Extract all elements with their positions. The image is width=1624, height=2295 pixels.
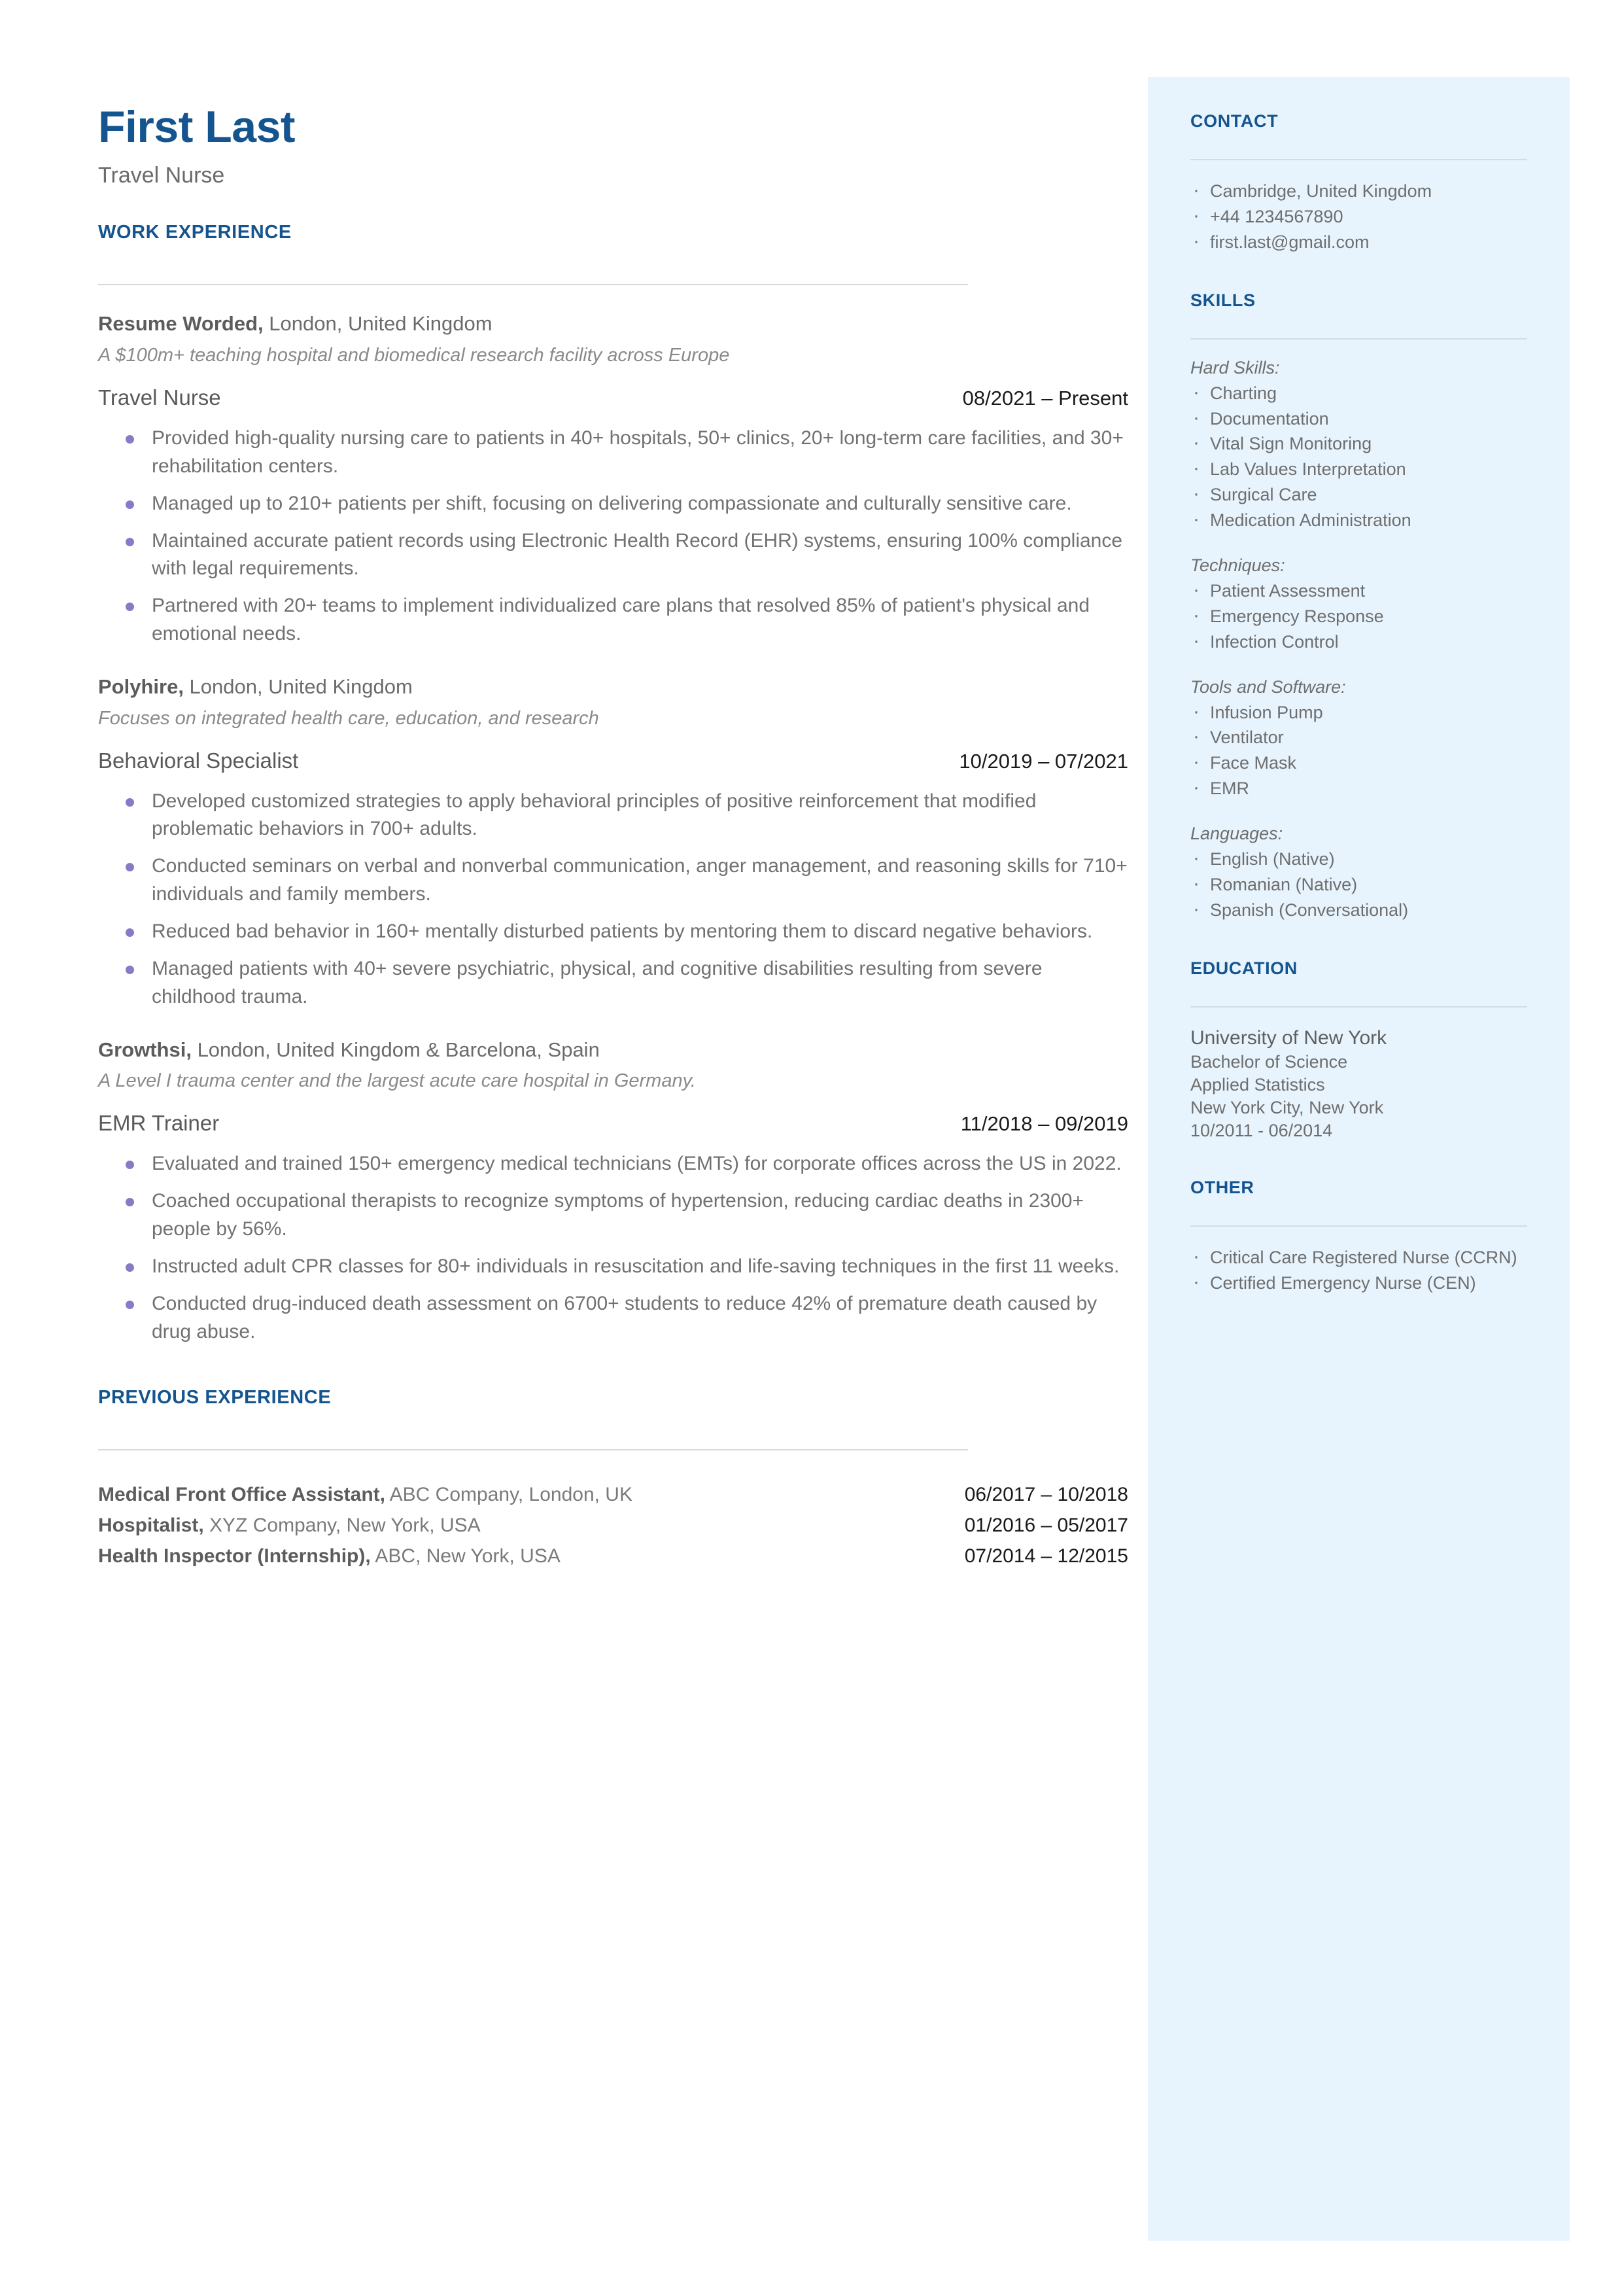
company-name: Growthsi, — [98, 1038, 192, 1061]
company-description: Focuses on integrated health care, education, and research — [98, 707, 599, 729]
education-degree: Bachelor of Science — [1190, 1052, 1348, 1072]
skill-item: · Face Mask — [1190, 750, 1527, 776]
previous-experience-title: Health Inspector (Internship), ABC, New York, USA — [98, 1545, 561, 1568]
job-dates: 08/2021 – Present — [962, 386, 1128, 410]
skill-group-label: Hard Skills: — [1190, 357, 1280, 377]
bullet-item: Coached occupational therapists to recognize symptoms of hypertension, reducing cardiac deaths in 2300+ people by 56%. — [98, 1187, 1128, 1244]
previous-experience-dates: 07/2014 – 12/2015 — [964, 1545, 1128, 1568]
bullet-item: Evaluated and trained 150+ emergency medical technicians (EMTs) for corporate offices across the US in 2022. — [98, 1150, 1128, 1178]
contact-heading: CONTACT — [1190, 111, 1279, 131]
bullet-item: Conducted drug-induced death assessment on 6700+ students to reduce 42% of premature death caused by drug abuse. — [98, 1290, 1128, 1346]
company-location: London, United Kingdom & Barcelona, Spain — [191, 1038, 600, 1061]
skill-group-label: Techniques: — [1190, 555, 1285, 575]
company-location: London, United Kingdom — [183, 675, 413, 699]
main-column — [98, 102, 1128, 1572]
other-list — [1190, 1245, 1527, 1296]
skill-item: · Emergency Response — [1190, 604, 1527, 629]
role-row — [98, 748, 1128, 773]
skill-item: · Surgical Care — [1190, 482, 1527, 508]
previous-experience-dates: 01/2016 – 05/2017 — [964, 1514, 1128, 1536]
education-heading: EDUCATION — [1190, 958, 1298, 978]
role-row — [98, 385, 1128, 410]
experience-company — [98, 311, 1128, 337]
contact-item: · +44 1234567890 — [1190, 204, 1527, 230]
job-dates: 10/2019 – 07/2021 — [959, 749, 1128, 773]
bullet-item: Maintained accurate patient records using Electronic Health Record (EHR) systems, ensuring 100% compliance with legal requirements. — [98, 527, 1128, 584]
spacer — [1190, 533, 1527, 555]
skill-item: · Documentation — [1190, 406, 1527, 432]
company-name: Resume Worded, — [98, 312, 264, 336]
skills-groups — [1190, 358, 1527, 923]
skill-item: · Infusion Pump — [1190, 700, 1527, 726]
page-title: First Last — [98, 102, 296, 152]
bullet-item: Provided high-quality nursing care to patients in 40+ hospitals, 50+ clinics, 20+ long-term care facilities, and 30+ rehabilitation centers. — [98, 425, 1128, 481]
sidebar-divider — [1190, 338, 1527, 340]
experience-entry — [98, 674, 1128, 1011]
education-location: New York City, New York — [1190, 1098, 1384, 1118]
job-role-title: Travel Nurse — [98, 385, 221, 410]
experience-entry — [98, 311, 1128, 648]
bullet-item: Reduced bad behavior in 160+ mentally disturbed patients by mentoring them to discard negative behaviors. — [98, 918, 1128, 946]
education-entry — [1190, 1026, 1527, 1143]
section-divider — [98, 284, 968, 285]
experience-company — [98, 1038, 1128, 1063]
spacer — [1190, 655, 1527, 677]
previous-experience-row — [98, 1510, 1128, 1541]
job-role-title: EMR Trainer — [98, 1111, 220, 1136]
skill-item: · Ventilator — [1190, 725, 1527, 750]
skill-group-list — [1190, 578, 1527, 655]
previous-experience-list — [98, 1479, 1128, 1572]
skills-heading: SKILLS — [1190, 290, 1256, 310]
skill-item: · Infection Control — [1190, 629, 1527, 655]
bullet-list — [98, 1150, 1128, 1346]
previous-experience-row — [98, 1479, 1128, 1510]
bullet-list — [98, 788, 1128, 1011]
spacer — [1190, 801, 1527, 824]
skill-group-label: Tools and Software: — [1190, 676, 1346, 697]
skill-item: · Lab Values Interpretation — [1190, 457, 1527, 482]
skill-item: · Vital Sign Monitoring — [1190, 431, 1527, 457]
bullet-item: Conducted seminars on verbal and nonverbal communication, anger management, and reasoning skills for 710+ individuals and family members. — [98, 852, 1128, 909]
sidebar-divider — [1190, 1006, 1527, 1007]
previous-experience-heading: PREVIOUS EXPERIENCE — [98, 1386, 332, 1408]
bullet-item: Managed up to 210+ patients per shift, focusing on delivering compassionate and culturally sensitive care. — [98, 490, 1128, 518]
skill-item: · Charting — [1190, 381, 1527, 406]
skill-item: · EMR — [1190, 776, 1527, 801]
skill-group-label: Languages: — [1190, 824, 1283, 843]
skill-group-list — [1190, 381, 1527, 533]
skill-item: · Patient Assessment — [1190, 578, 1527, 604]
section-divider — [98, 1449, 968, 1450]
skill-item: · Medication Administration — [1190, 508, 1527, 533]
previous-experience-row — [98, 1541, 1128, 1571]
skill-item: · English (Native) — [1190, 847, 1527, 872]
previous-experience-dates: 06/2017 – 10/2018 — [964, 1483, 1128, 1505]
education-dates: 10/2011 - 06/2014 — [1190, 1121, 1333, 1141]
company-description: A $100m+ teaching hospital and biomedical research facility across Europe — [98, 345, 730, 366]
education-field: Applied Statistics — [1190, 1075, 1325, 1095]
contact-item: · first.last@gmail.com — [1190, 230, 1527, 255]
contact-item: · Cambridge, United Kingdom — [1190, 179, 1527, 204]
experience-entry — [98, 1038, 1128, 1346]
previous-experience-title: Hospitalist, XYZ Company, New York, USA — [98, 1514, 481, 1536]
bullet-item: Instructed adult CPR classes for 80+ individuals in resuscitation and life-saving techniques in the first 11 weeks. — [98, 1253, 1128, 1281]
skill-group-list — [1190, 847, 1527, 923]
skill-item: · Spanish (Conversational) — [1190, 898, 1527, 923]
experience-company — [98, 674, 1128, 700]
other-item: · Critical Care Registered Nurse (CCRN) — [1190, 1245, 1527, 1270]
job-dates: 11/2018 – 09/2019 — [960, 1112, 1128, 1136]
other-item: · Certified Emergency Nurse (CEN) — [1190, 1270, 1527, 1296]
previous-experience-title: Medical Front Office Assistant, ABC Company, London, UK — [98, 1483, 632, 1505]
header-job-title: Travel Nurse — [98, 163, 225, 188]
skill-item: · Romanian (Native) — [1190, 872, 1527, 898]
other-heading: OTHER — [1190, 1178, 1254, 1198]
bullet-item: Developed customized strategies to apply behavioral principles of positive reinforcement that modified problematic behaviors in 700+ adults. — [98, 788, 1128, 844]
sidebar-divider — [1190, 1225, 1527, 1227]
sidebar-column — [1190, 111, 1527, 1296]
work-experience-heading: WORK EXPERIENCE — [98, 222, 292, 243]
skill-group-list — [1190, 700, 1527, 802]
contact-list — [1190, 179, 1527, 255]
company-description: A Level I trauma center and the largest acute care hospital in Germany. — [98, 1070, 696, 1092]
experience-list — [98, 311, 1128, 1346]
bullet-list — [98, 425, 1128, 648]
job-role-title: Behavioral Specialist — [98, 748, 299, 773]
role-row — [98, 1111, 1128, 1136]
bullet-item: Managed patients with 40+ severe psychiatric, physical, and cognitive disabilities resulting from severe childhood trauma. — [98, 955, 1128, 1011]
bullet-item: Partnered with 20+ teams to implement individualized care plans that resolved 85% of patient's physical and emotional needs. — [98, 592, 1128, 648]
education-school: University of New York — [1190, 1026, 1387, 1049]
sidebar-divider — [1190, 159, 1527, 160]
company-location: London, United Kingdom — [263, 312, 492, 336]
company-name: Polyhire, — [98, 675, 184, 699]
